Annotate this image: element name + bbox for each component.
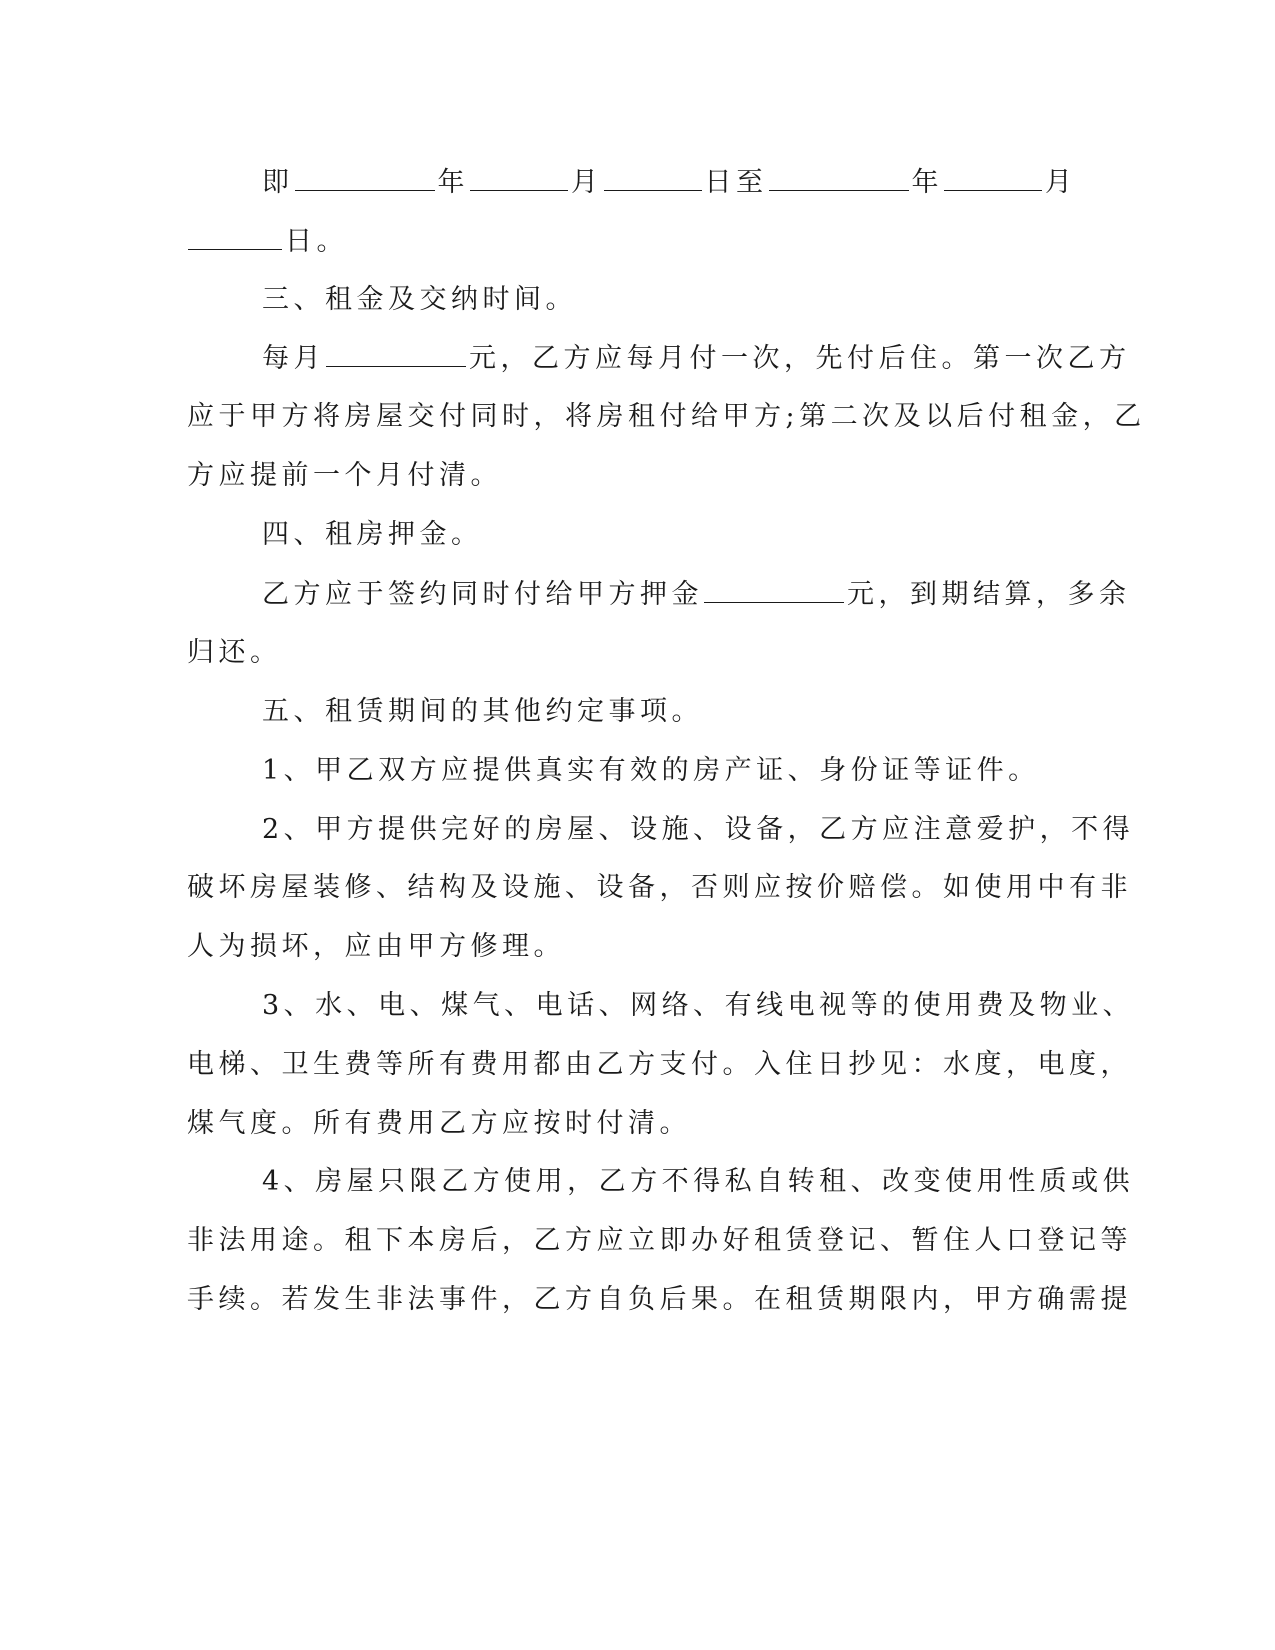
section-heading: 五、租赁期间的其他约定事项。 [262, 696, 703, 727]
clause-item-3-line-3: 煤气度。所有费用乙方应按时付清。 [187, 1108, 691, 1139]
clause-item-3-line-2: 电梯、卫生费等所有费用都由乙方支付。入住日抄见：水度，电度， [187, 1049, 1132, 1080]
year-blank [295, 162, 435, 191]
text-fragment: 年 [911, 167, 943, 198]
year-blank [769, 162, 909, 191]
rent-line-1 [262, 338, 1131, 379]
deposit-amount-blank [704, 574, 844, 603]
text-fragment: 日。 [285, 226, 348, 257]
lease-term-line-1 [262, 162, 1077, 203]
deposit-line-1 [262, 574, 1131, 615]
text-fragment: 年 [437, 167, 469, 198]
month-blank [470, 162, 568, 191]
text-fragment: 月 [1045, 167, 1077, 198]
clause-item-2-line-3: 人为损坏，应由甲方修理。 [187, 931, 565, 962]
text-fragment: 即 [262, 167, 294, 198]
text-fragment: 月 [571, 167, 603, 198]
section-heading: 四、租房押金。 [262, 519, 483, 550]
text-fragment: 元，到期结算，多余 [847, 579, 1131, 610]
month-blank [944, 162, 1042, 191]
text-fragment: 日至 [704, 167, 768, 198]
clause-item-2-line-2: 破坏房屋装修、结构及设施、设备，否则应按价赔偿。如使用中有非 [187, 872, 1132, 903]
text-fragment: 每月 [262, 343, 325, 374]
text-fragment: 乙方应于签约同时付给甲方押金 [262, 579, 703, 610]
clause-item-4-line-1: 4、房屋只限乙方使用，乙方不得私自转租、改变使用性质或供 [262, 1166, 1135, 1197]
rent-amount-blank [326, 338, 466, 367]
day-blank [188, 221, 282, 250]
clause-item-1: 1、甲乙双方应提供真实有效的房产证、身份证等证件。 [262, 755, 1040, 786]
lease-term-line-2 [187, 221, 348, 262]
rent-line-3: 方应提前一个月付清。 [187, 460, 502, 491]
section-heading: 三、租金及交纳时间。 [262, 284, 577, 315]
text-fragment: 元，乙方应每月付一次，先付后住。第一次乙方 [469, 343, 1131, 374]
day-blank [604, 162, 702, 191]
deposit-line-2: 归还。 [187, 637, 282, 668]
clause-item-2-line-1: 2、甲方提供完好的房屋、设施、设备，乙方应注意爱护，不得 [262, 814, 1135, 845]
clause-item-4-line-3: 手续。若发生非法事件，乙方自负后果。在租赁期限内，甲方确需提 [187, 1284, 1132, 1315]
clause-item-4-line-2: 非法用途。租下本房后，乙方应立即办好租赁登记、暂住人口登记等 [187, 1225, 1132, 1256]
clause-item-3-line-1: 3、水、电、煤气、电话、网络、有线电视等的使用费及物业、 [262, 990, 1135, 1021]
rent-line-2: 应于甲方将房屋交付同时，将房租付给甲方;第二次及以后付租金，乙 [187, 401, 1146, 432]
